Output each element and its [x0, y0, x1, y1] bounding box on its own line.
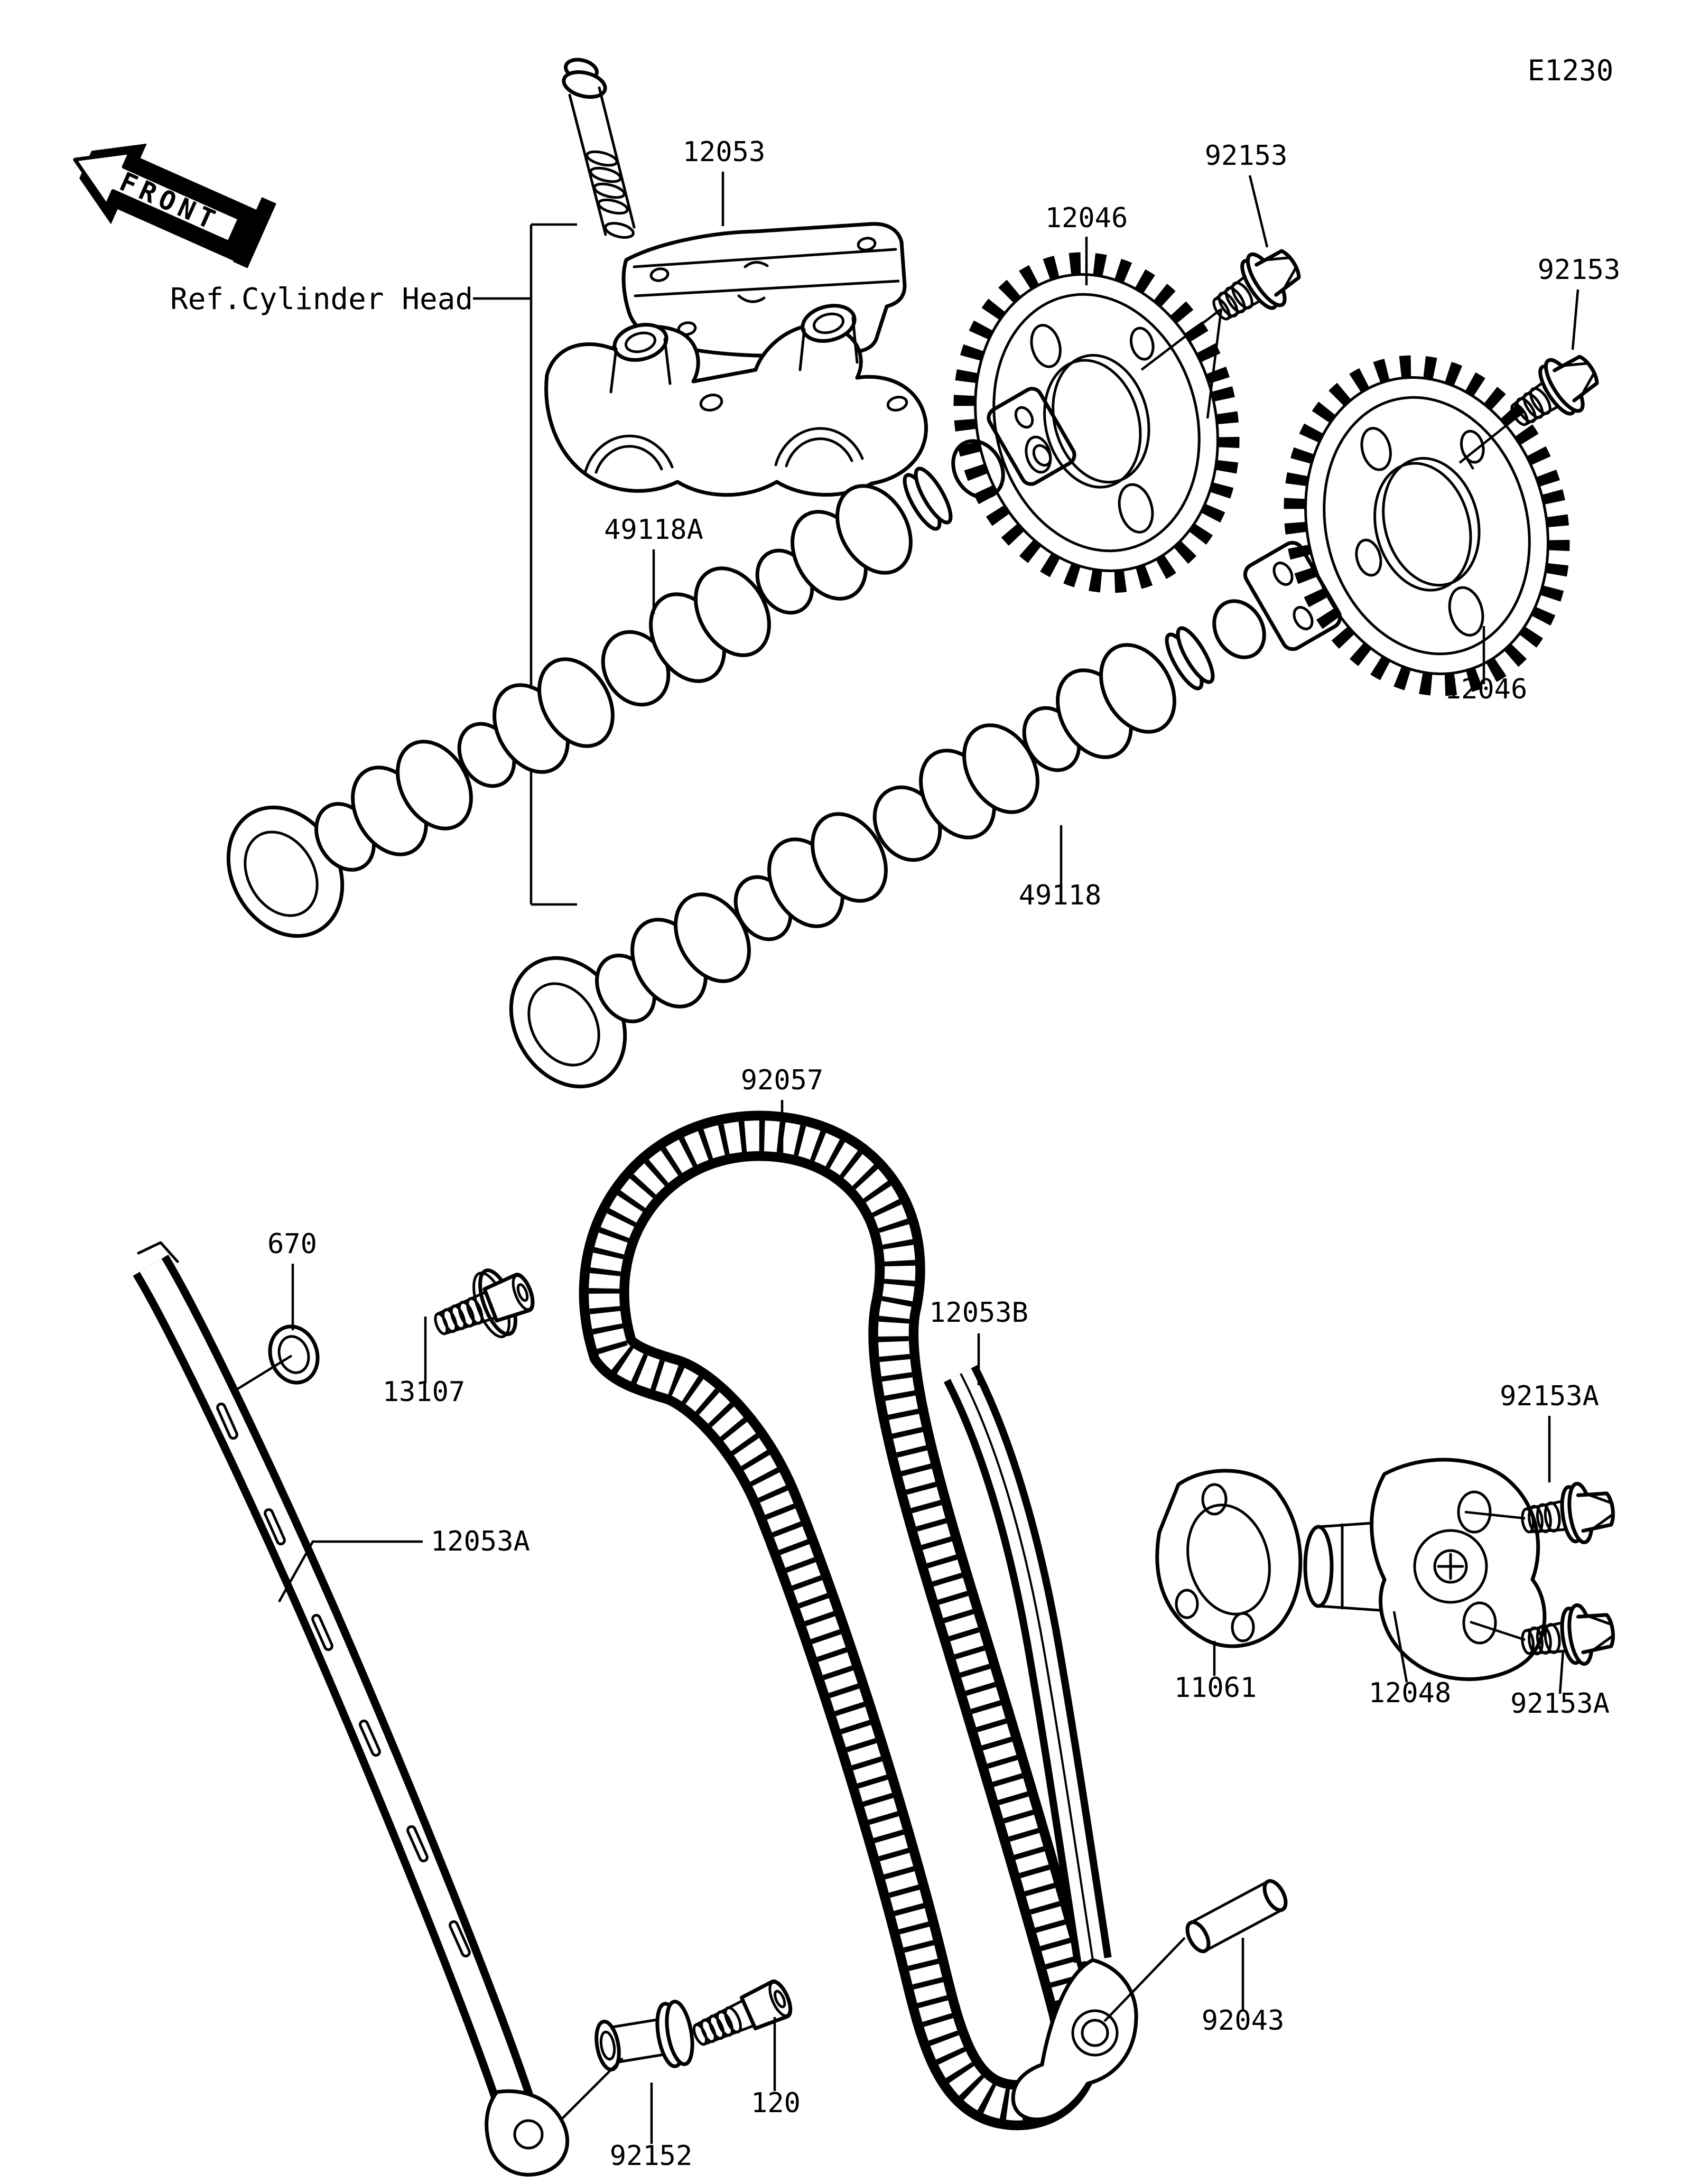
- front-direction-arrow: [57, 119, 277, 282]
- part-label-12053: 12053: [682, 136, 766, 168]
- sprocket-bolt-2: [1460, 343, 1608, 469]
- guide-pivot-bolt: [430, 1266, 537, 1343]
- part-label-49118: 49118: [1018, 880, 1102, 911]
- part-label-92153A-2: 92153A: [1510, 1688, 1610, 1720]
- part-label-92153-2: 92153: [1537, 254, 1621, 286]
- front-label: FRONT: [115, 166, 225, 238]
- part-label-92153-1: 92153: [1204, 140, 1288, 172]
- part-label-13107: 13107: [382, 1376, 466, 1408]
- cam-sprocket-intake: [929, 233, 1264, 612]
- part-label-12053A: 12053A: [431, 1526, 530, 1557]
- part-label-12046-1: 12046: [1045, 202, 1128, 234]
- page-code: E1230: [1527, 54, 1614, 87]
- ref-cylinder-head-label: Ref.Cylinder Head: [170, 282, 473, 316]
- cam-chain: [604, 1136, 1077, 2105]
- part-label-670: 670: [267, 1228, 317, 1260]
- chain-guide-front: [138, 1243, 568, 2174]
- tensioner-gasket: [1157, 1471, 1300, 1646]
- part-label-92153A-1: 92153A: [1500, 1380, 1599, 1412]
- part-label-120: 120: [751, 2087, 801, 2119]
- part-label-92057: 92057: [740, 1065, 824, 1096]
- chain-tensioner: [1305, 1460, 1545, 1679]
- callout-labels: [267, 136, 1620, 2172]
- part-label-12048: 12048: [1368, 1677, 1452, 1709]
- guide-collar: [560, 2000, 696, 2121]
- part-label-12046-2: 12046: [1444, 674, 1528, 705]
- part-label-92043: 92043: [1201, 2005, 1285, 2037]
- part-label-11061: 11061: [1174, 1672, 1257, 1704]
- holder-bolt: [561, 57, 635, 240]
- guide-mount-bolt: [688, 1978, 795, 2054]
- part-label-49118A: 49118A: [604, 514, 703, 546]
- o-ring: [237, 1320, 325, 1389]
- camshaft-exhaust: [488, 539, 1344, 1107]
- part-label-12053B: 12053B: [929, 1297, 1028, 1329]
- part-label-92152: 92152: [609, 2140, 693, 2172]
